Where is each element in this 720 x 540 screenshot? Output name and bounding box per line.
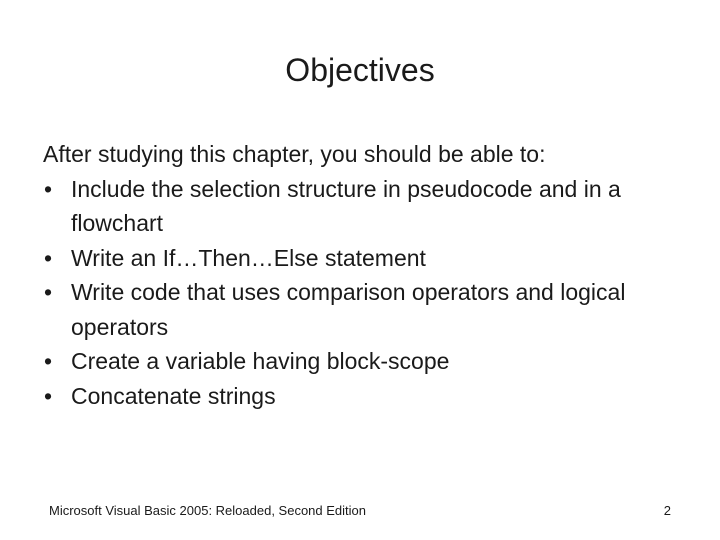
bullet-icon: • bbox=[44, 382, 53, 409]
list-item-text: Create a variable having block-scope bbox=[71, 348, 450, 374]
bullet-icon: • bbox=[44, 175, 53, 202]
list-item-text: Write an If…Then…Else statement bbox=[71, 244, 426, 271]
list-item bbox=[43, 241, 683, 276]
slide-title: Objectives bbox=[285, 52, 435, 88]
list-item bbox=[43, 275, 683, 344]
list-item bbox=[43, 379, 683, 414]
slide-body bbox=[43, 137, 683, 413]
objectives-list bbox=[43, 172, 683, 414]
page-number: 2 bbox=[663, 503, 671, 518]
list-item-text: Include the selection structure in pseudocode and in a flowchart bbox=[71, 175, 621, 236]
bullet-icon: • bbox=[44, 279, 53, 305]
list-item bbox=[43, 344, 683, 379]
list-item bbox=[43, 172, 683, 241]
footer-book-title: Microsoft Visual Basic 2005: Reloaded, Second Edition bbox=[49, 503, 367, 518]
list-item-text: Concatenate strings bbox=[71, 382, 276, 409]
bullet-icon: • bbox=[44, 348, 53, 374]
list-item-text: Write code that uses comparison operators and logical operators bbox=[71, 279, 626, 340]
intro-text: After studying this chapter, you should be able to: bbox=[43, 141, 546, 167]
bullet-icon: • bbox=[44, 244, 53, 271]
